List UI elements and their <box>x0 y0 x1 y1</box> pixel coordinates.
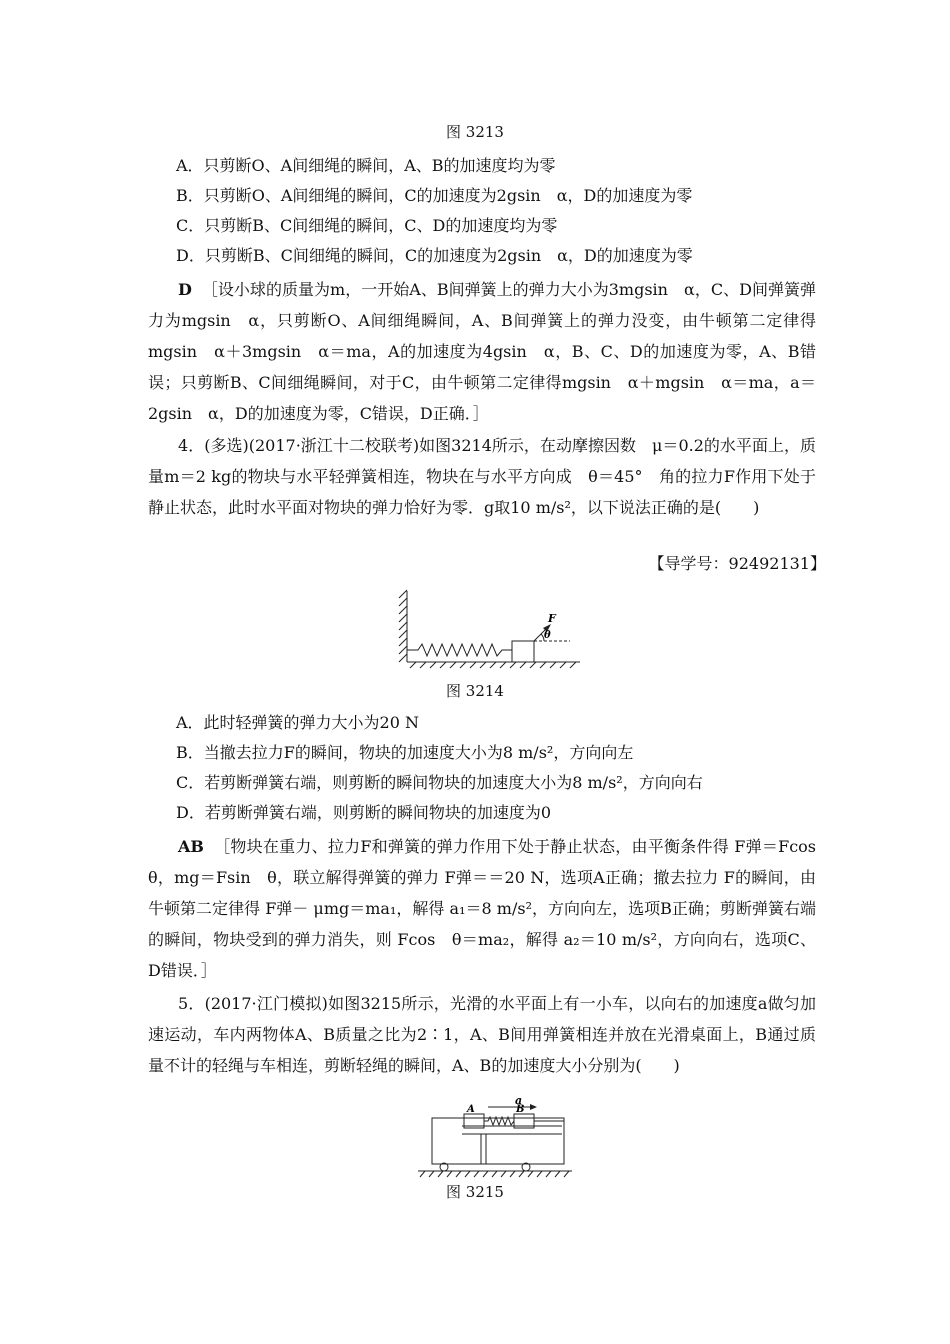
q4-answer-explanation <box>148 831 833 986</box>
q5-stem <box>148 988 816 1081</box>
q4-option-c: C．若剪断弹簧右端，则剪断的瞬间物块的加速度大小为8 m/s²，方向向右 <box>176 773 703 792</box>
figure-3214 <box>398 588 588 668</box>
guide-number: 【导学号：92492131】 <box>648 554 826 573</box>
q4-stem-text: 4．(多选)(2017·浙江十二校联考)如图3214所示，在动摩擦因数 μ＝0.2的水平面上，质量m＝2 kg的物块与水平轻弹簧相连，物块在与水平方向成 θ＝45° 角的拉力F作用下处于静止状态，此时水平面对物块的弹力恰好为零．g取10 m/s²，以下说法正确的是( ) <box>148 436 816 517</box>
block-a-label: A <box>467 1104 475 1115</box>
q3-option-b: B．只剪断O、A间细绳的瞬间，C的加速度为2gsin α，D的加速度为零 <box>176 186 693 205</box>
figure-caption-3214: 图 3214 <box>446 682 504 700</box>
q4-answer-letter: AB <box>178 837 204 856</box>
angle-label: θ <box>544 630 551 641</box>
q3-answer-letter: D <box>178 280 192 299</box>
figure-caption-3215: 图 3215 <box>446 1183 504 1201</box>
q3-option-c: C．只剪断B、C间细绳的瞬间，C、D的加速度均为零 <box>176 216 558 235</box>
figure-caption-3213: 图 3213 <box>446 123 504 141</box>
spring <box>407 644 512 656</box>
block <box>512 641 534 662</box>
q4-option-a: A．此时轻弹簧的弹力大小为20 N <box>176 713 420 732</box>
cart-body <box>432 1118 564 1164</box>
q4-explanation-text: ［物块在重力、拉力F和弹簧的弹力作用下处于静止状态，由平衡条件得 F弹＝Fcos θ，mg＝Fsin θ，联立解得弹簧的弹力 F弹＝＝20 N，选项A正确；撤去拉力 F的瞬间，由牛顿第二定律得 F弹－ μmg＝ma₁，解得 a₁＝8 m/s²，方向向左，选项B正确；剪断弹簧右端的瞬间，物块受到的弹力消失，则 Fcos θ＝ma₂，解得 a₂＝10 m/s²，方向向右，选项C、D错误．］ <box>148 837 833 980</box>
q3-explanation-text: ［设小球的质量为m，一开始A、B间弹簧上的弹力大小为3mgsin α，C、D间弹簧弹力为mgsin α，只剪断O、A间细绳瞬间，A、B间弹簧上的弹力没变，由牛顿第二定律得mgsin α＋3mgsin α＝ma，A的加速度为4gsin α，B、C、D的加速度为零，A、B错误；只剪断B、C间细绳瞬间，对于C，由牛顿第二定律得mgsin α＋mgsin α＝ma，a＝2gsin α，D的加速度为零，C错误，D正确．］ <box>148 280 816 423</box>
q4-option-d: D．若剪断弹簧右端，则剪断的瞬间物块的加速度为0 <box>176 803 552 822</box>
q5-stem-text: 5．(2017·江门模拟)如图3215所示，光滑的水平面上有一小车，以向右的加速度a做匀加速运动，车内两物体A、B质量之比为2∶1，A、B间用弹簧相连并放在光滑桌面上，B通过质量不计的轻绳与车相连，剪断轻绳的瞬间，A、B的加速度大小分别为( ) <box>148 994 816 1075</box>
block-b-label: B <box>516 1104 525 1115</box>
acceleration-label: a <box>515 1094 523 1107</box>
q3-answer-explanation <box>148 274 816 429</box>
q3-option-a: A．只剪断O、A间细绳的瞬间，A、B的加速度均为零 <box>176 156 556 175</box>
q3-option-d: D．只剪断B、C间细绳的瞬间，C的加速度为2gsin α，D的加速度为零 <box>176 246 693 265</box>
q4-option-b: B．当撤去拉力F的瞬间，物块的加速度大小为8 m/s²，方向向左 <box>176 743 634 762</box>
figure-3215 <box>414 1094 574 1172</box>
q4-stem <box>148 430 816 523</box>
force-label: F <box>548 612 556 625</box>
